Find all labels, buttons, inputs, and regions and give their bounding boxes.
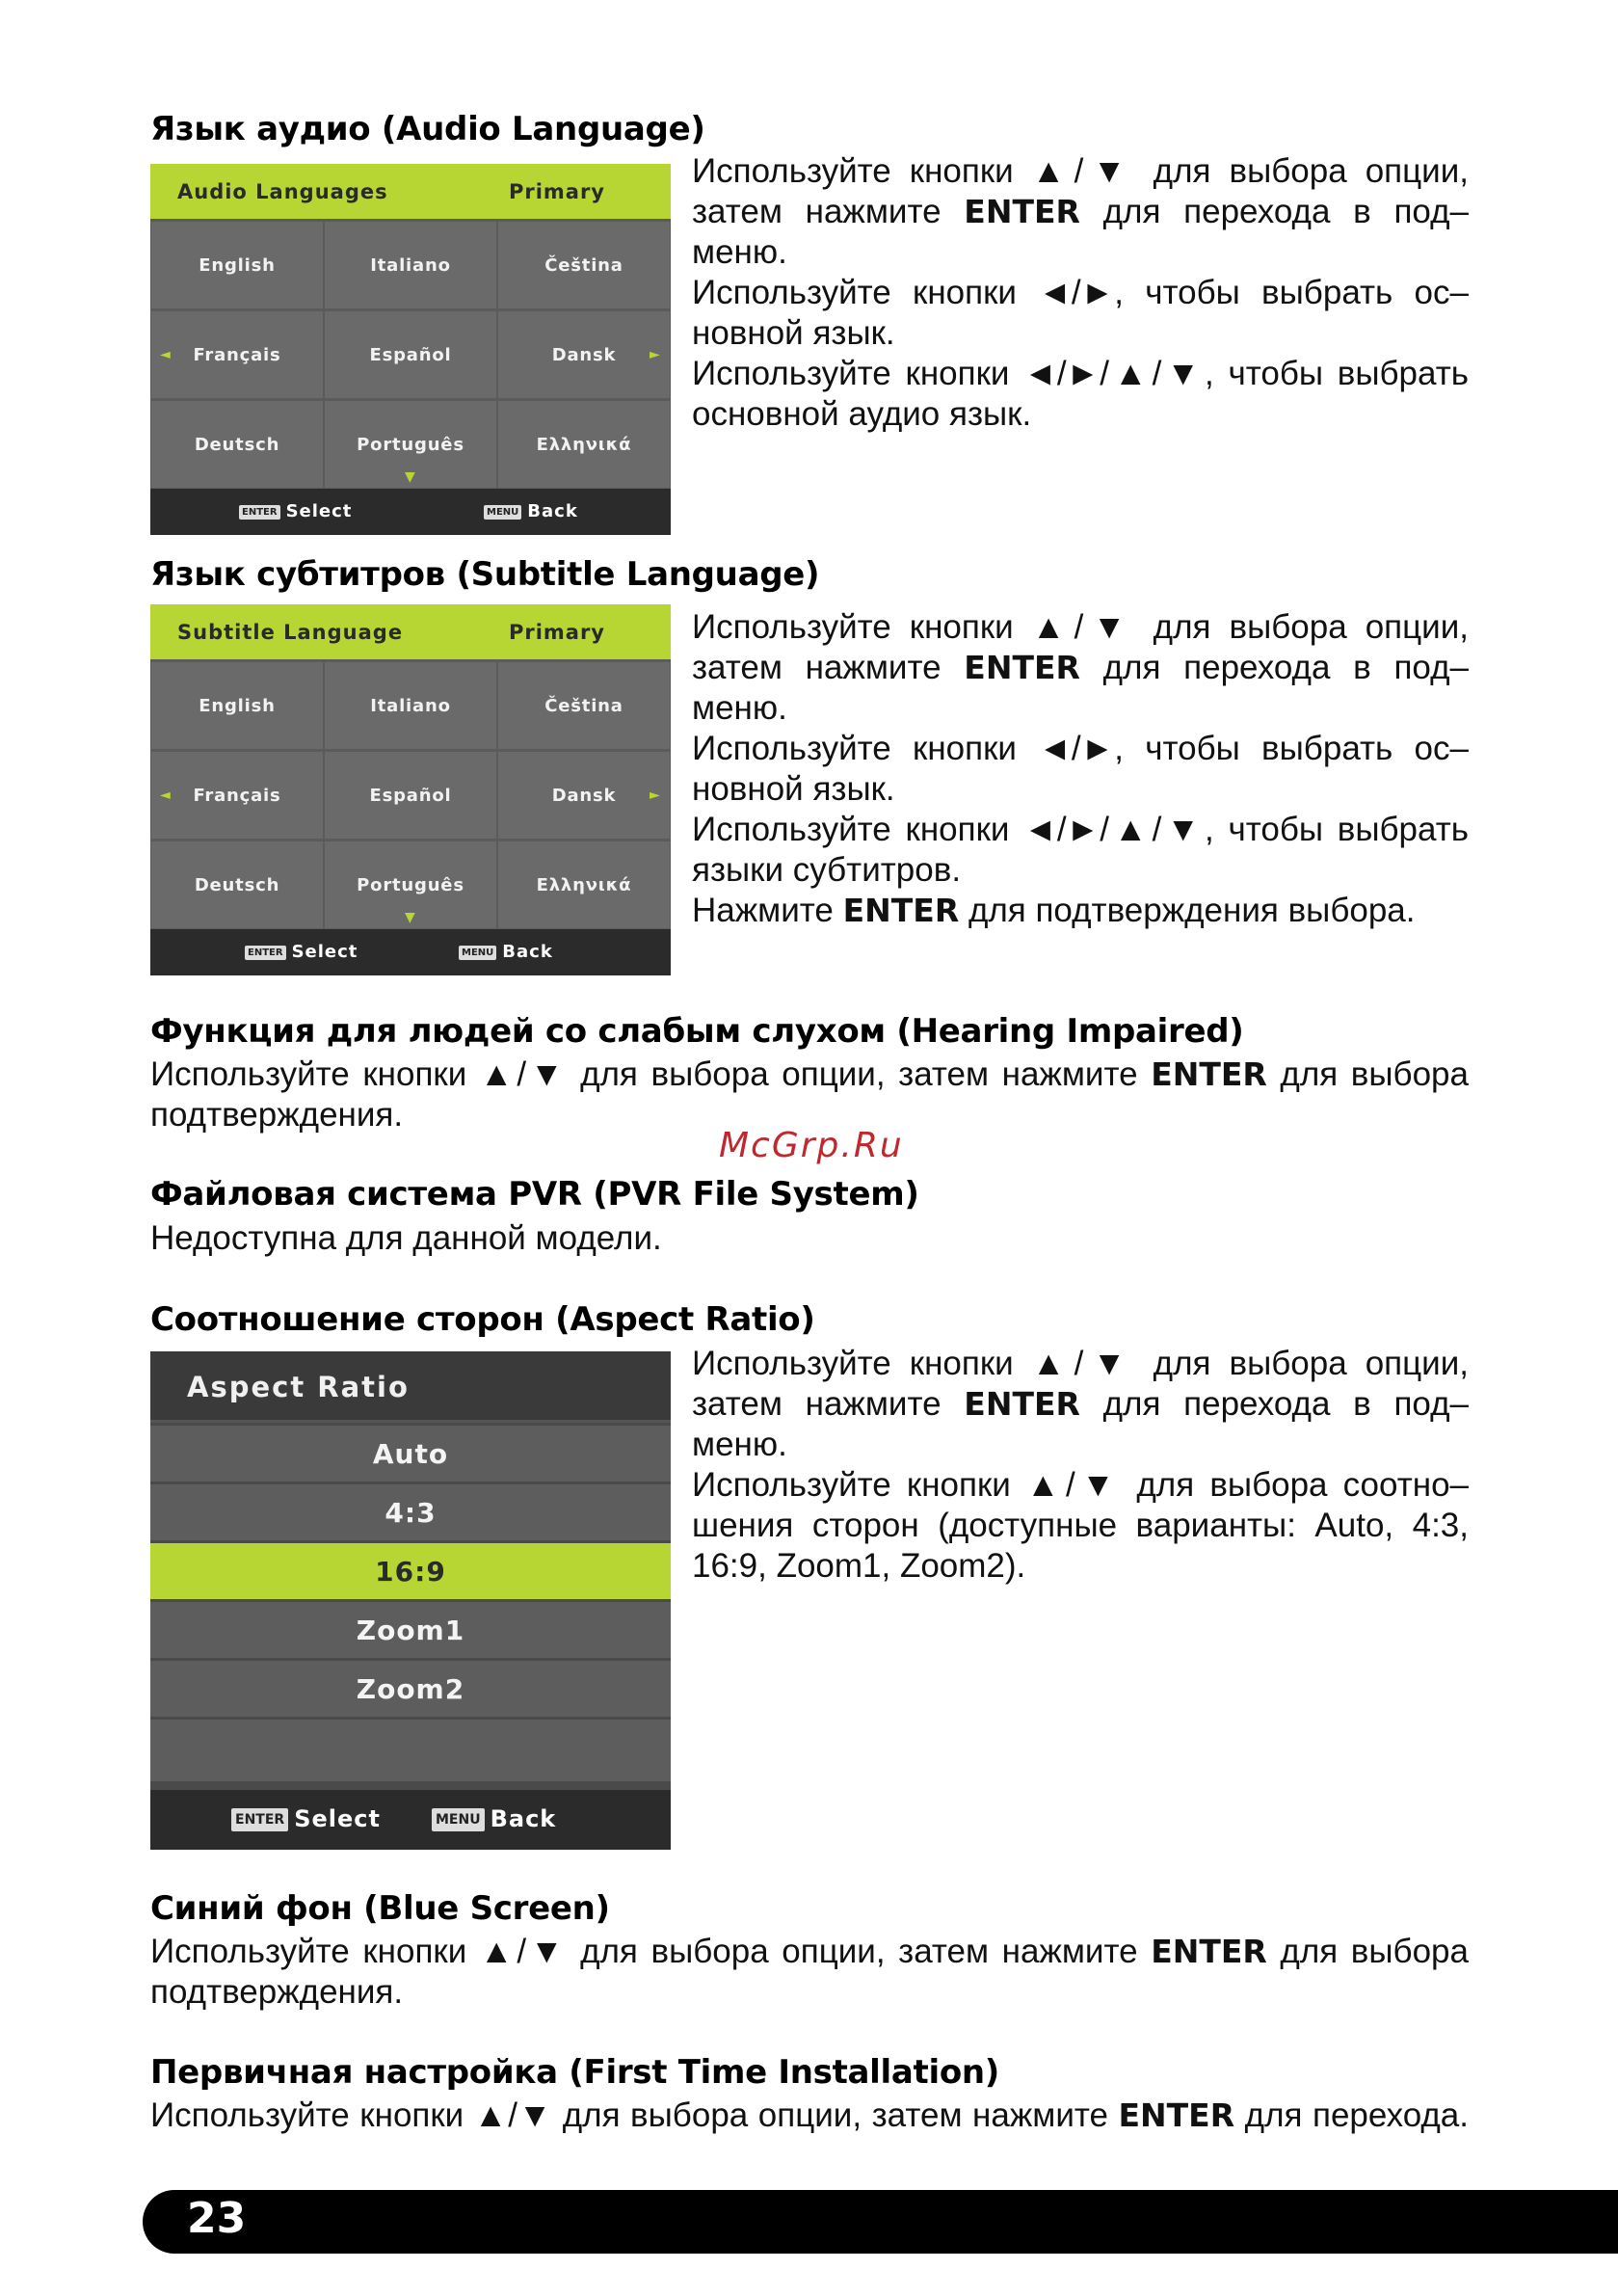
audio-language-description: Используйте кнопки ▲/▼ для выбора опции, затем нажмите ENTER для перехода в под– меню. Используйте кнопки ◄/►, чтобы выбрать ос– новной язык. Используйте кнопки ◄/►/▲/▼, чтобы выбрать основной аудио язык. [692,152,1469,433]
language-cell[interactable]: Español [325,752,496,839]
aspect-option-4-3[interactable]: 4:3 [150,1484,671,1540]
language-cell[interactable]: English [151,662,323,749]
aspect-option-zoom2[interactable]: Zoom2 [150,1661,671,1717]
audio-language-menu [150,164,671,535]
language-cell[interactable]: Deutsch [151,401,323,488]
language-cell[interactable]: Italiano [325,222,496,308]
left-arrow-icon: ◄ [160,347,171,362]
left-arrow-icon: ◄ [160,788,171,803]
heading-pvr-file-system: Файловая система PVR (PVR File System) [150,1175,919,1214]
subtitle-language-description: Используйте кнопки ▲/▼ для выбора опции, затем нажмите ENTER для перехода в под– меню. Используйте кнопки ◄/►, чтобы выбрать ос– новной язык. Используйте кнопки ◄/►/▲/▼, чтобы выбрать языки субтитров. Нажмите ENTER для подтверждения выбора. [692,608,1469,929]
back-hint: MENU Back [432,1805,556,1832]
language-cell[interactable]: Dansk [498,752,670,839]
heading-audio-language: Язык аудио (Audio Language) [150,110,705,148]
hearing-impaired-description: Используйте кнопки ▲/▼ для выбора опции, затем нажмите ENTER для выбора подтверждения. [150,1055,1469,1134]
aspect-ratio-description: Используйте кнопки ▲/▼ для выбора опции, затем нажмите ENTER для перехода в под– меню. Используйте кнопки ▲/▼ для выбора соотно– шения сторон (доступные варианты: Auto, 4:3, 16:9, Zoom1, Zoom2). [692,1345,1469,1585]
select-hint: ENTER Select [245,942,358,962]
page-number: 23 [187,2194,247,2243]
down-arrow-icon: ▼ [405,910,415,925]
language-cell[interactable]: Español [325,311,496,398]
language-cell[interactable]: Português [325,841,496,928]
menu-mode: Primary [508,179,605,203]
empty-row [150,1720,671,1781]
aspect-ratio-menu [150,1351,671,1850]
watermark: McGrp.Ru [719,1126,904,1165]
back-hint: MENU Back [459,942,553,962]
enter-key-icon: ENTER [231,1808,288,1831]
language-cell[interactable]: Čeština [498,222,670,308]
language-cell[interactable]: Français [151,311,323,398]
menu-header [150,164,671,219]
language-cell[interactable]: Português [325,401,496,488]
language-cell[interactable]: Čeština [498,662,670,749]
menu-footer [150,929,671,975]
menu-header [150,604,671,659]
language-cell[interactable]: Dansk [498,311,670,398]
language-cell[interactable]: Français [151,752,323,839]
aspect-option-auto[interactable]: Auto [150,1426,671,1482]
subtitle-language-menu [150,604,671,975]
pvr-description: Недоступна для данной модели. [150,1219,662,1257]
enter-key-icon: ENTER [245,946,286,960]
language-grid [150,659,671,929]
menu-mode: Primary [508,620,605,644]
heading-subtitle-language: Язык субтитров (Subtitle Language) [150,555,820,594]
select-hint: ENTER Select [239,501,352,521]
right-arrow-icon: ► [650,347,660,362]
language-cell[interactable]: English [151,222,323,308]
aspect-option-16-9[interactable]: 16:9 [150,1543,671,1599]
back-hint: MENU Back [484,501,578,521]
aspect-option-zoom1[interactable]: Zoom1 [150,1602,671,1658]
first-time-installation-description: Используйте кнопки ▲/▼ для выбора опции, затем нажмите ENTER для перехода. [150,2096,1469,2134]
menu-footer [150,489,671,535]
menu-footer [150,1790,671,1850]
right-arrow-icon: ► [650,788,660,803]
page-footer-bar [143,2190,1618,2254]
menu-key-icon: MENU [484,505,521,520]
down-arrow-icon: ▼ [405,469,415,485]
menu-title: Subtitle Language [177,620,404,644]
language-grid [150,219,671,489]
language-cell[interactable]: Italiano [325,662,496,749]
language-cell[interactable]: Deutsch [151,841,323,928]
heading-blue-screen: Синий фон (Blue Screen) [150,1889,610,1928]
menu-key-icon: MENU [459,946,496,960]
select-hint: ENTER Select [231,1805,381,1832]
enter-key-icon: ENTER [239,505,280,520]
menu-title: Aspect Ratio [150,1351,671,1423]
language-cell[interactable]: Ελληνικά [498,841,670,928]
heading-hearing-impaired: Функция для людей со слабым слухом (Hearing Impaired) [150,1012,1244,1051]
menu-key-icon: MENU [432,1808,485,1831]
heading-aspect-ratio: Соотношение сторон (Aspect Ratio) [150,1300,815,1339]
blue-screen-description: Используйте кнопки ▲/▼ для выбора опции, затем нажмите ENTER для выбора подтверждения. [150,1933,1469,2011]
menu-title: Audio Languages [177,179,388,203]
heading-first-time-installation: Первичная настройка (First Time Installation) [150,2053,1000,2092]
language-cell[interactable]: Ελληνικά [498,401,670,488]
